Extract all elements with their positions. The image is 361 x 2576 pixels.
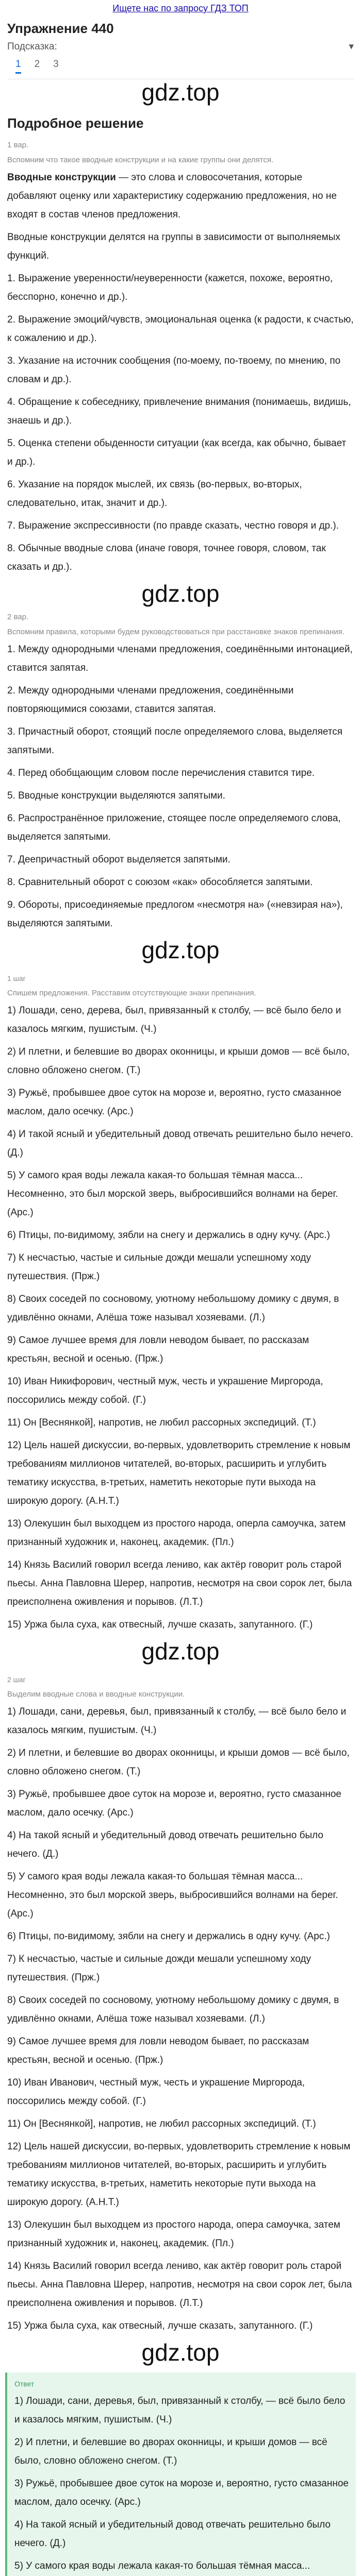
- watermark: gdz.top: [141, 937, 220, 963]
- step2-sentence-item: 9) Самое лучшее время для ловли неводом бывает, по рассказам крестьян, весной и осенью. (Прж.): [7, 2036, 309, 2065]
- step1-sentence-item: 6) Птицы, по-видимому, зябли на снегу и держались в одну кучу. (Арс.): [7, 1230, 330, 1241]
- step1-sentence-item: 9) Самое лучшее время для ловли неводом бывает, по рассказам крестьян, весной и осенью. (Прж.): [7, 1335, 309, 1364]
- theory-block: [0, 141, 361, 577]
- answer-sentence-item: 4) На такой ясный и убедительный довод отвечать решительно было нечего. (Д.): [14, 2519, 331, 2549]
- step2-sentence-item: 7) К несчастью, частые и сильные дожди мешали успешному ходу путешествия. (Прж.): [7, 1954, 311, 1983]
- theory-text: 8. Обычные вводные слова (иначе говоря, точнее говоря, словом, так сказать и др.).: [7, 543, 326, 572]
- theory-item: [7, 168, 354, 224]
- step1-sentence-item: 4) И такой ясный и убедительный довод отвечать решительно было нечего. (Д.): [7, 1129, 353, 1158]
- theory-list: [7, 168, 354, 577]
- answer-label: Ответ: [14, 2380, 35, 2388]
- step1-sentence-item: 14) Князь Василий говорил всегда лениво, как актёр говорит роль старой пьесы. Анна Павловна Шерер, напротив, несмотря на свои сорок лет, была преисполнена оживления и порывов. (Л.Т.): [7, 1560, 352, 1607]
- theory-item: [7, 393, 354, 430]
- step1-label: 1 шаг: [7, 974, 26, 982]
- punct-rule-item: 8. Сравнительный оборот с союзом «как» обособляется запятыми.: [7, 877, 313, 888]
- step1-list: [7, 1002, 354, 1634]
- page-title: Упражнение 440: [7, 21, 114, 36]
- punct-rule-item: 5. Вводные конструкции выделяются запятыми.: [7, 790, 225, 801]
- theory-text: 7. Выражение экспрессивности (по правде сказать, честно говоря и др.).: [7, 520, 339, 531]
- theory-text: 3. Указание на источник сообщения (по-моему, по-твоему, по мнению, по словам и др.).: [7, 355, 341, 385]
- theory-item: [7, 517, 354, 535]
- theory-item: [7, 269, 354, 307]
- punct-rule-item: 9. Обороты, присоединяемые предлогом «несмотря на» («невзирая на»), выделяются запятыми.: [7, 900, 343, 929]
- answer-sentence-item: 3) Ружьё, пробывшее двое суток на морозе и, вероятно, густо смазанное маслом, дало осечку. (Арс.): [14, 2478, 349, 2507]
- hint-row[interactable]: [0, 37, 361, 53]
- step2-sentence-item: 14) Князь Василий говорил всегда лениво, как актёр говорит роль старой пьесы. Анна Павловна Шерер, напротив, несмотря на свои сорок лет, была преисполнена оживления и порывов. (Л.Т.): [7, 2261, 352, 2309]
- punct-rules-list: [7, 640, 354, 933]
- step2-sentence-item: 10) Иван Иванович, честный муж, честь и украшение Миргорода, поссорились между собой. (Г.): [7, 2077, 305, 2107]
- tab-page-1[interactable]: 1: [15, 59, 21, 74]
- step1-sentence-item: 8) Своих соседей по сосновому, уютному небольшому домику с двумя, в удивлённо окнами, Алёша тоже называл хозяевами. (Л.): [7, 1294, 339, 1323]
- watermark: gdz.top: [141, 1638, 220, 1665]
- theory-intro: Вспомним что такое вводные конструкции и на какие группы они делятся.: [7, 156, 274, 164]
- tab-page-3[interactable]: 3: [53, 59, 59, 70]
- theory-text: 4. Обращение к собеседнику, привлечение внимания (понимаешь, видишь, знаешь и др.).: [7, 397, 351, 426]
- theory-item: [7, 352, 354, 389]
- hint-label: Подсказка:: [7, 41, 57, 52]
- theory-text: 5. Оценка степени обыденности ситуации (как всегда, как обычно, бывает и др.).: [7, 438, 347, 467]
- step1-sentence-item: 15) Уржа была суха, как отвесный, лучше сказать, запутанного. (Г.): [7, 1619, 313, 1630]
- theory-item: [7, 476, 354, 513]
- step2-sentence-item: 5) У самого края воды лежала какая-то большая тёмная масса... Несомненно, это был морской зверь, выбросившийся волнами на берег. (Арс.): [7, 1871, 338, 1919]
- punct-rule-item: 7. Деепричастный оборот выделяется запятыми.: [7, 854, 231, 865]
- watermark: gdz.top: [141, 79, 220, 106]
- step2-sentence-item: 6) Птицы, по-видимому, зябли на снегу и держались в одну кучу. (Арс.): [7, 1931, 330, 1942]
- step2-sentence-item: 13) Олекушин был выходцем из простого народа, опера самоучка, затем признанный художник и, наконец, академик. (Пл.): [7, 2219, 340, 2249]
- step1-sentence-item: 11) Он [Веснянкой], напротив, не любил рассорных экспедиций. (Т.): [7, 1417, 316, 1428]
- punct-note: 2 вар.: [7, 613, 29, 621]
- theory-item: [7, 434, 354, 471]
- step1-sentence-item: 12) Цель нашей дискуссии, во-первых, удовлетворить стремление к новым требованиям миллионов читателей, во-вторых, расширить и углубить тематику искусства, в-третьих, наметить некоторые пути выхода на широкую дорогу. (А.Н.Т.): [7, 1440, 351, 1506]
- tab-page-2[interactable]: 2: [34, 59, 40, 70]
- answer-sentence-item: 5) У самого края воды лежала какая-то большая тёмная масса...: [14, 2561, 310, 2571]
- step2-sentence-item: 3) Ружьё, пробывшее двое суток на морозе и, вероятно, густо смазанное маслом, дало осечку. (Арс.): [7, 1789, 341, 1818]
- theory-text: 1. Выражение уверенности/неуверенности (кажется, похоже, вероятно, бесспорно, конечно и др.).: [7, 273, 333, 302]
- step2-block: [0, 1675, 361, 2335]
- step2-sentence-item: 4) На такой ясный и убедительный довод отвечать решительно было нечего. (Д.): [7, 1830, 323, 1859]
- theory-text: Вводные конструкции делятся на группы в зависимости от выполняемых функций.: [7, 232, 340, 261]
- chevron-down-icon[interactable]: ▾: [349, 41, 354, 52]
- page-tabs: [0, 53, 361, 74]
- punct-rule-item: 1. Между однородными членами предложения, соединёнными интонацией, ставится запятая.: [7, 644, 353, 673]
- theory-text: 2. Выражение эмоций/чувств, эмоциональная оценка (к радости, к счастью, к сожалению и др.).: [7, 314, 354, 344]
- answer-sentence-item: 2) И плетни, и белевшие во дворах оконницы, и крыши домов — всё было, словно обложено снегом. (Т.): [14, 2437, 327, 2466]
- step2-sentence-item: 15) Уржа была суха, как отвесный, лучше сказать, запутанного. (Г.): [7, 2320, 313, 2331]
- step1-block: [0, 974, 361, 1634]
- punct-intro: Вспомним правила, которыми будем руководствоваться при расстановке знаков препинания.: [7, 628, 344, 636]
- punct-rule-item: 6. Распространённое приложение, стоящее после определяемого слова, выделяется запятыми.: [7, 813, 341, 842]
- step1-sentence-item: 5) У самого края воды лежала какая-то большая тёмная масса... Несомненно, это был морской зверь, выбросившийся волнами на берег. (Арс.): [7, 1170, 338, 1218]
- step1-sentence-item: 13) Олекушин был выходцем из простого народа, оперла самоучка, затем признанный художник и, наконец, академик. (Пл.): [7, 1518, 346, 1548]
- theory-item: [7, 539, 354, 577]
- step1-sentence-item: 7) К несчастью, частые и сильные дожди мешали успешному ходу путешествия. (Прж.): [7, 1252, 311, 1282]
- step2-list: [7, 1703, 354, 2335]
- answer-list: [14, 2392, 351, 2576]
- answer-box: [5, 2372, 356, 2576]
- theory-note: 1 вар.: [7, 141, 29, 149]
- step2-sentence-item: 1) Лошади, сани, деревья, был, привязанный к столбу, — всё было бело и казалось мягким, пушистым. (Ч.): [7, 1706, 347, 1736]
- step2-sentence-item: 2) И плетни, и белевшие во дворах оконницы, и крыши домов — всё было, словно обложено снегом. (Т.): [7, 1748, 350, 1777]
- theory-term: Вводные конструкции: [7, 172, 116, 183]
- watermark: gdz.top: [141, 580, 220, 607]
- theory-text: 6. Указание на порядок мыслей, их связь (во-первых, во-вторых, следовательно, итак, значит и др.).: [7, 479, 302, 509]
- theory-item: [7, 228, 354, 265]
- punct-rule-item: 2. Между однородными членами предложения, соединёнными повторяющимися союзами, ставится запятая.: [7, 685, 294, 715]
- step1-sentence-item: 2) И плетни, и белевшие во дворах оконницы, и крыши домов — всё было, словно обложено снегом. (Т.): [7, 1046, 350, 1076]
- punct-rule-item: 4. Перед обобщающим словом после перечисления ставится тире.: [7, 768, 315, 778]
- answer-sentence-item: 1) Лошади, сани, деревья, был, привязанный к столбу, — всё было бело и казалось мягким, пушистым. (Ч.): [14, 2396, 346, 2425]
- step2-intro: Выделим вводные слова и вводные конструкции.: [7, 1690, 185, 1699]
- theory-item: [7, 311, 354, 348]
- step1-intro: Спишем предложения. Расставим отсутствующие знаки препинания.: [7, 989, 256, 997]
- step2-label: 2 шаг: [7, 1675, 26, 1684]
- step2-sentence-item: 11) Он [Веснянкой], напротив, не любил рассорных экспедиций. (Т.): [7, 2119, 316, 2129]
- watermark: gdz.top: [141, 2339, 220, 2366]
- theory-text: — это слова и словосочетания, которые добавляют оценку или характеристику содержанию предложения, но не входят в состав членов предложения.: [7, 172, 337, 220]
- punctuation-rules-block: [0, 613, 361, 933]
- search-hint-link[interactable]: Ищете нас по запросу ГДЗ ТОП: [112, 3, 249, 13]
- section-title: Подробное решение: [7, 115, 144, 131]
- step1-sentence-item: 1) Лошади, сено, дерева, был, привязанный к столбу, — всё было бело и казалось мягким, пушистым. (Ч.): [7, 1005, 341, 1035]
- step2-sentence-item: 8) Своих соседей по сосновому, уютному небольшому домику с двумя, в удивлённо окнами, Алёша тоже называл хозяевами. (Л.): [7, 1995, 339, 2024]
- step1-sentence-item: 10) Иван Никифорович, честный муж, честь и украшение Миргорода, поссорились между собой. (Г.): [7, 1376, 323, 1405]
- punct-rule-item: 3. Причастный оборот, стоящий после определяемого слова, выделяется запятыми.: [7, 726, 343, 756]
- step1-sentence-item: 3) Ружьё, пробывшее двое суток на морозе и, вероятно, густо смазанное маслом, дало осечку. (Арс.): [7, 1088, 341, 1117]
- step2-sentence-item: 12) Цель нашей дискуссии, во-первых, удовлетворить стремление к новым требованиям миллионов читателей, во-вторых, расширить и углубить тематику искусства, в-третьих, наметить некоторые пути выхода на широкую дорогу. (А.Н.Т.): [7, 2141, 351, 2208]
